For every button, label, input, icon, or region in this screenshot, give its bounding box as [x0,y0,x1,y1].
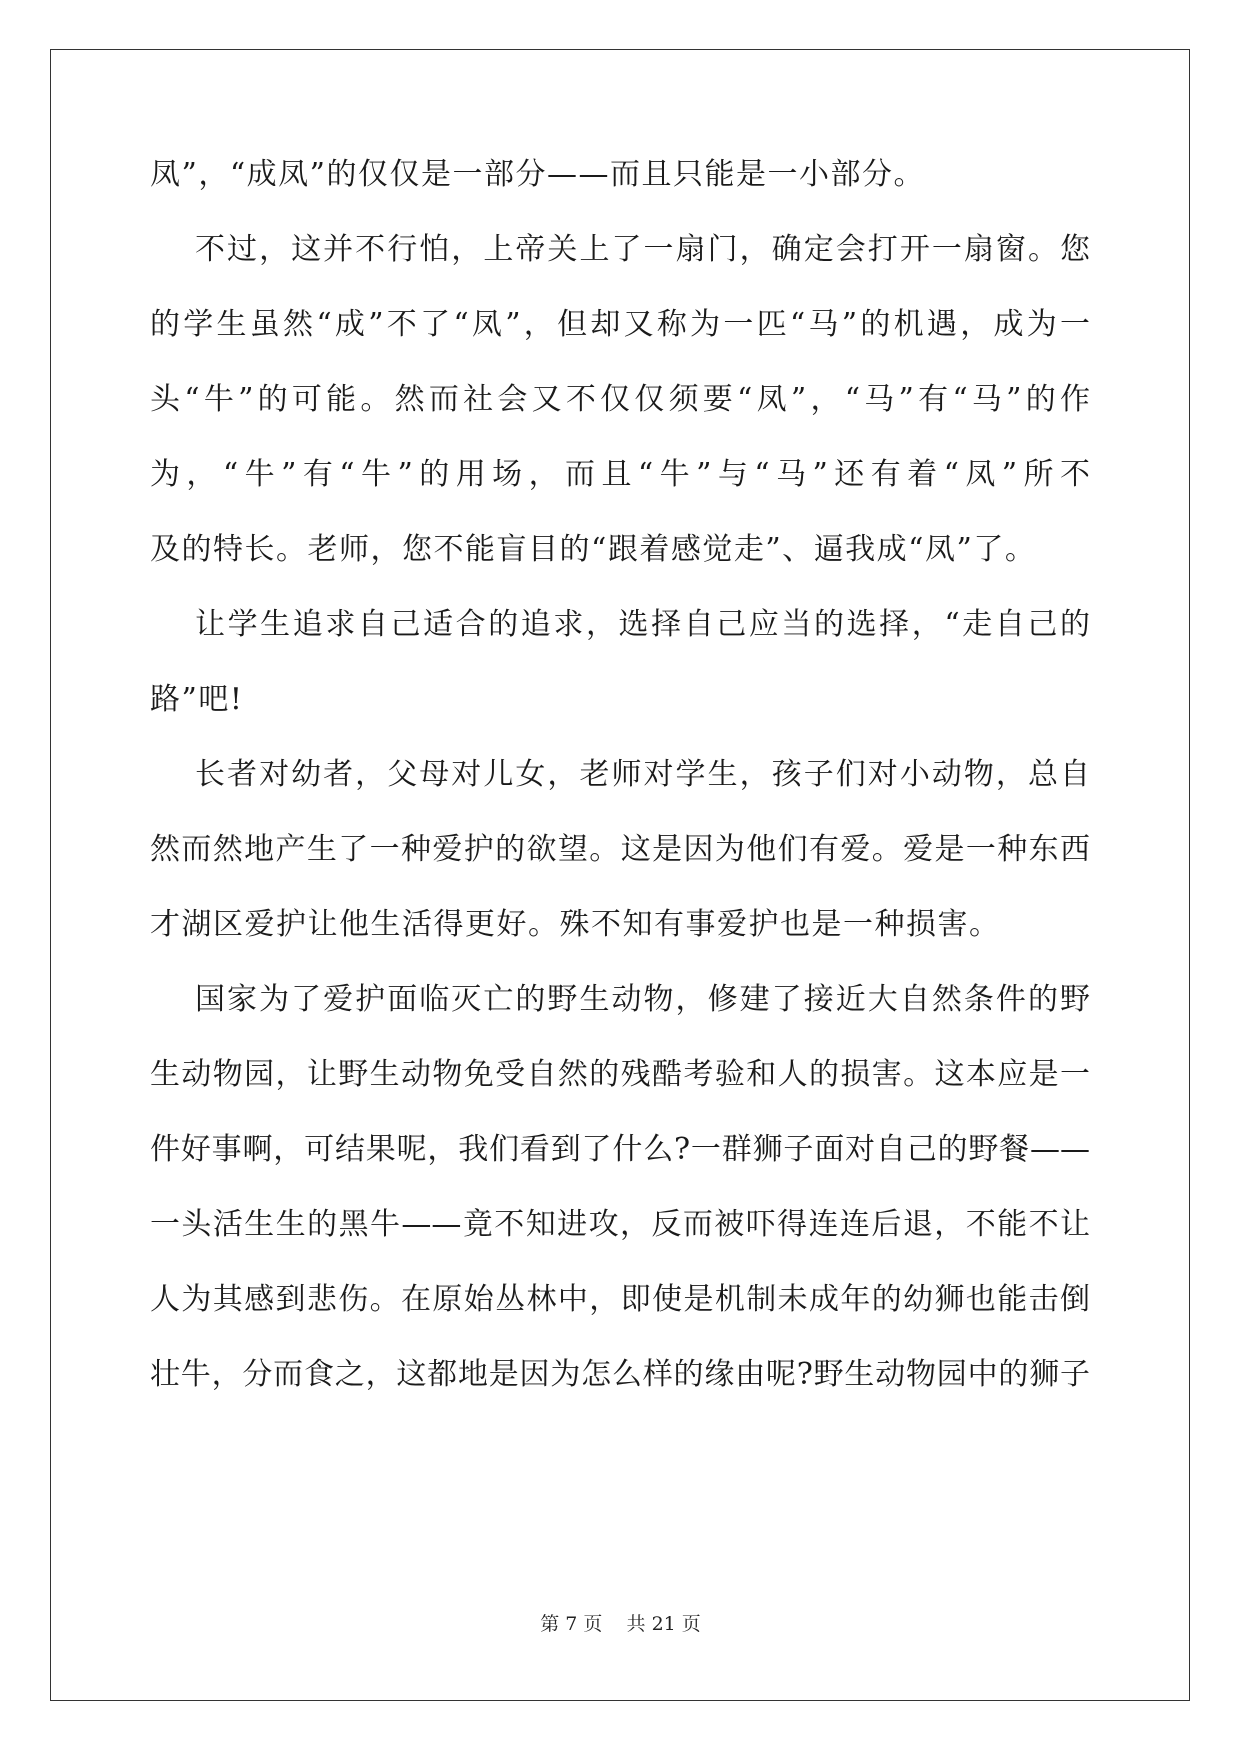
text-line: 壮牛，分而食之，这都地是因为怎么样的缘由呢?野生动物园中的狮子 [150,1357,1090,1392]
text-line: 头“牛”的可能。然而社会又不仅仅须要“凤”，“马”有“马”的作 [150,382,1090,417]
text-line: 然而然地产生了一种爱护的欲望。这是因为他们有爱。爱是一种东西 [150,832,1090,867]
paragraph-start-line: 不过，这并不行怕，上帝关上了一扇门，确定会打开一扇窗。您 [195,232,1090,267]
paragraph-start-line: 让学生追求自己适合的追求，选择自己应当的选择，“走自己的 [195,607,1090,642]
text-line: 才湖区爱护让他生活得更好。殊不知有事爱护也是一种损害。 [150,907,1001,942]
paragraph-start-line: 长者对幼者，父母对儿女，老师对学生，孩子们对小动物，总自 [195,757,1090,792]
text-line: 一头活生生的黑牛——竟不知进攻，反而被吓得连连后退，不能不让 [150,1207,1090,1242]
text-line: 路”吧! [150,682,244,717]
page-number: 第 7 页 [540,1613,603,1635]
paragraph-start-line: 国家为了爱护面临灭亡的野生动物，修建了接近大自然条件的野 [195,982,1090,1017]
text-line: 凤”，“成凤”的仅仅是一部分——而且只能是一小部分。 [150,157,926,192]
text-line: 人为其感到悲伤。在原始丛林中，即使是机制未成年的幼狮也能击倒 [150,1282,1090,1317]
text-line: 为，“牛”有“牛”的用场，而且“牛”与“马”还有着“凤”所不 [150,457,1090,492]
page-border [50,49,1190,1701]
text-line: 的学生虽然“成”不了“凤”，但却又称为一匹“马”的机遇，成为一 [150,307,1090,342]
text-line: 及的特长。老师，您不能盲目的“跟着感觉走”、逼我成“凤”了。 [150,532,1037,567]
text-line: 生动物园，让野生动物免受自然的残酷考验和人的损害。这本应是一 [150,1057,1090,1092]
text-line: 件好事啊，可结果呢，我们看到了什么?一群狮子面对自己的野餐—— [150,1132,1090,1167]
page-footer [0,1612,1241,1636]
page-total: 共 21 页 [626,1613,701,1635]
